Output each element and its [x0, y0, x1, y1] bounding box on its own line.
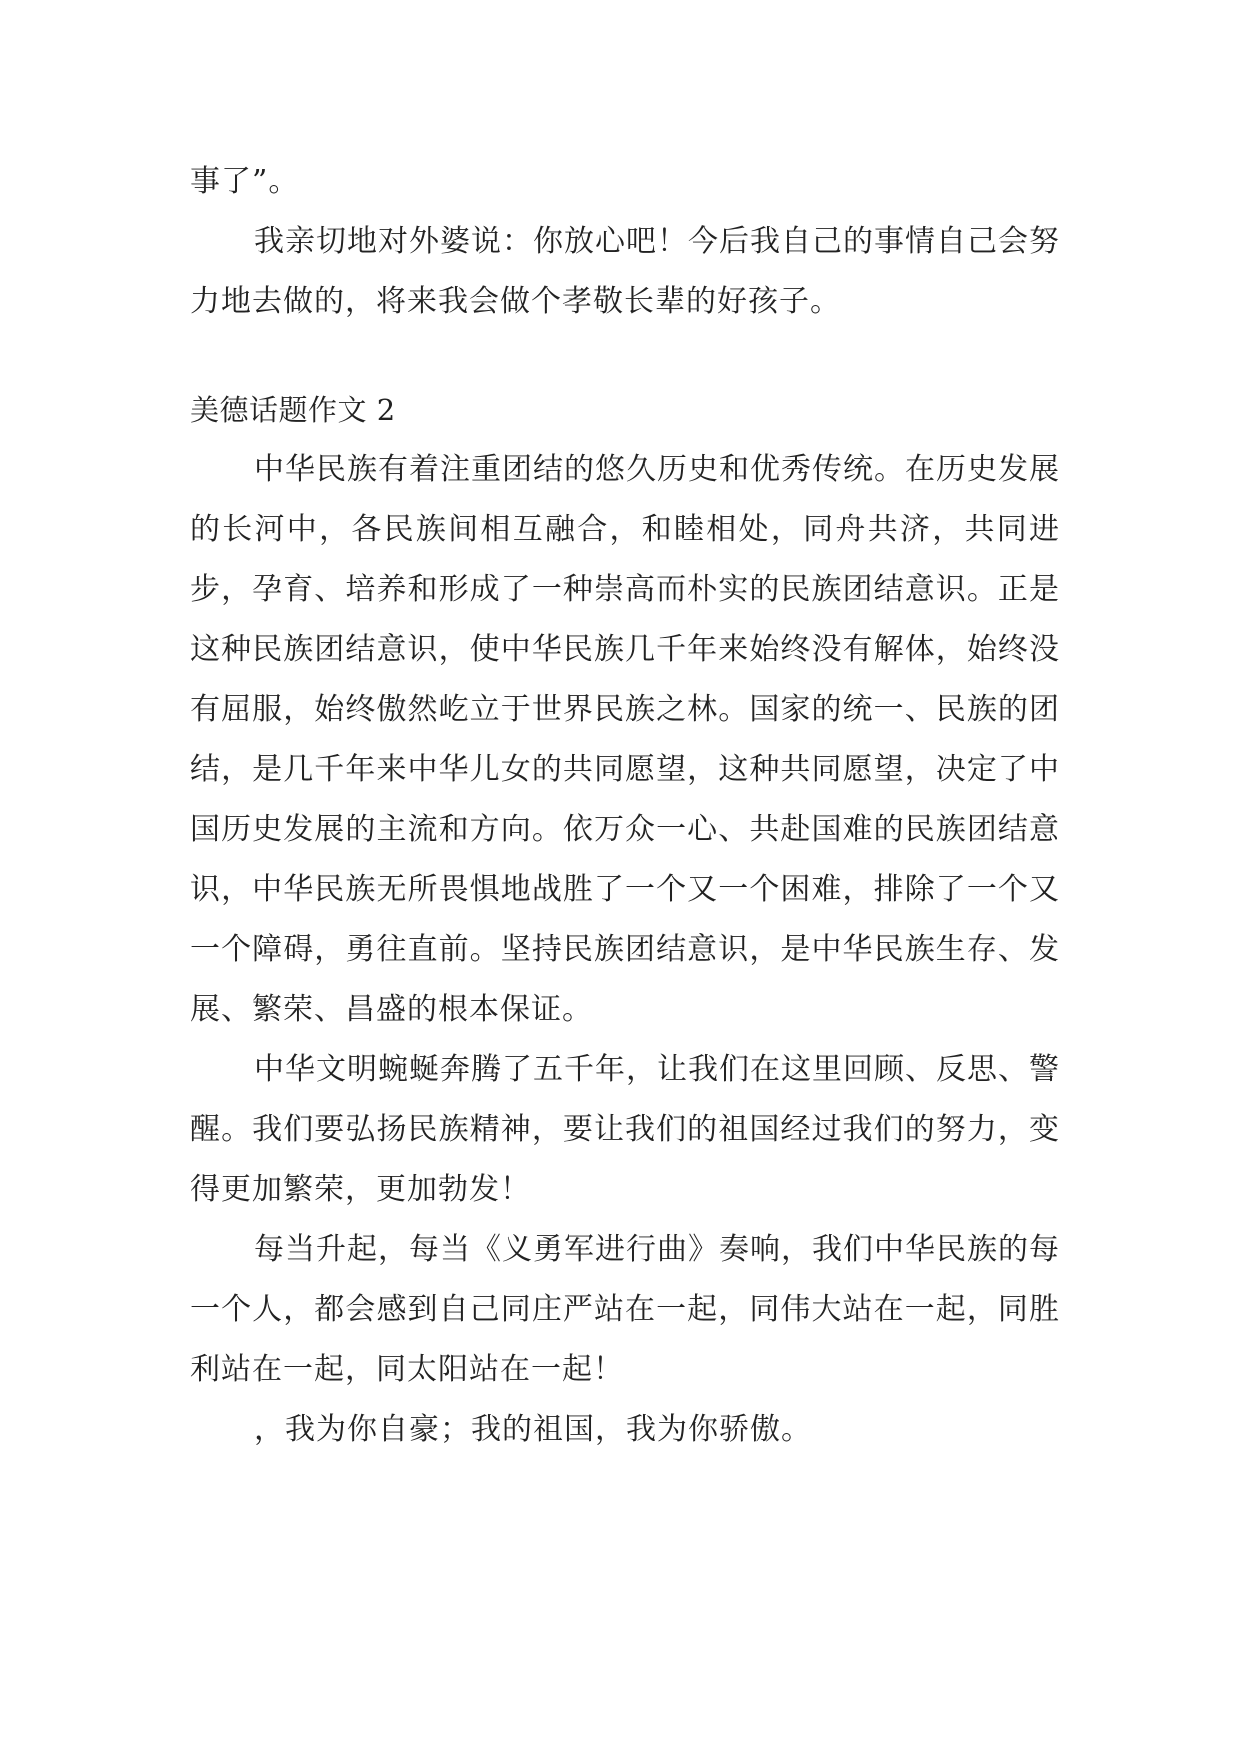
paragraph-anthem: 每当升起，每当《义勇军进行曲》奏响，我们中华民族的每一个人，都会感到自己同庄严站在一起，同伟大站在一起，同胜利站在一起，同太阳站在一起！ — [190, 1232, 1060, 1387]
paragraph-national-unity: 中华民族有着注重团结的悠久历史和优秀传统。在历史发展的长河中，各民族间相互融合，和睦相处，同舟共济，共同进步，孕育、培养和形成了一种崇高而朴实的民族团结意识。正是这种民族团结意识，使中华民族几千年来始终没有解体，始终没有屈服，始终傲然屹立于世界民族之林。国家的统一、民族的团结，是几千年来中华儿女的共同愿望，这种共同愿望，决定了中国历史发展的主流和方向。依万众一心、共赴国难的民族团结意识，中华民族无所畏惧地战胜了一个又一个困难，排除了一个又一个障碍，勇往直前。坚持民族团结意识，是中华民族生存、发展、繁荣、昌盛的根本保证。 — [190, 452, 1060, 1027]
paragraph-continuation: 事了”。 — [190, 164, 300, 199]
paragraph-promise-to-grandma: 我亲切地对外婆说：你放心吧！今后我自己的事情自己会努力地去做的，将来我会做个孝敬长辈的好孩子。 — [190, 224, 1060, 319]
paragraph-pride: ，我为你自豪；我的祖国，我为你骄傲。 — [254, 1412, 812, 1447]
paragraph-civilization: 中华文明蜿蜒奔腾了五千年，让我们在这里回顾、反思、警醒。我们要弘扬民族精神，要让我们的祖国经过我们的努力，变得更加繁荣，更加勃发！ — [190, 1052, 1060, 1207]
essay-heading: 美德话题作文 2 — [190, 393, 396, 427]
document-body — [190, 152, 1060, 1460]
